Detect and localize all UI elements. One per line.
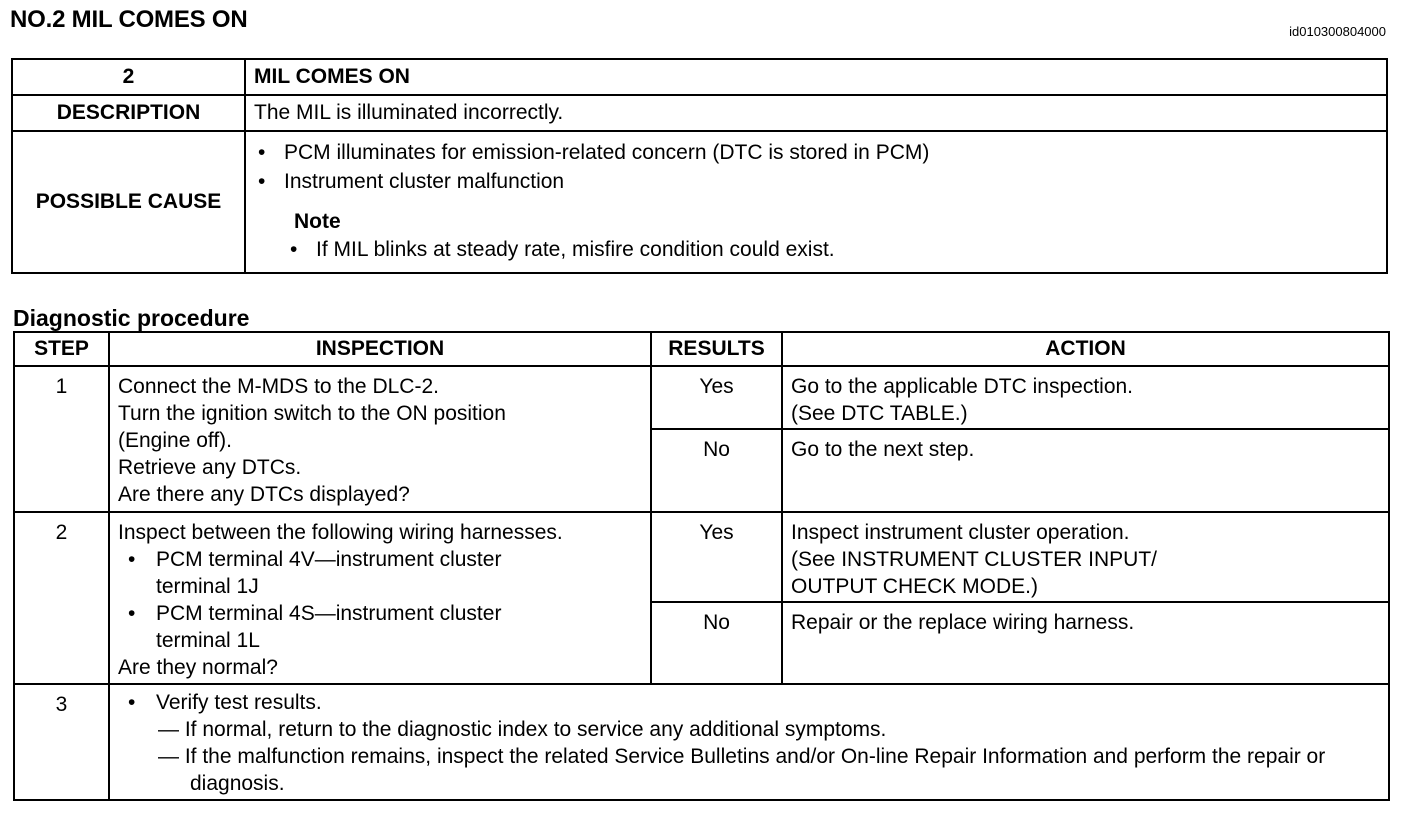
note-title: Note xyxy=(294,210,341,233)
action-cell xyxy=(782,429,1389,512)
diagnostic-header-row xyxy=(14,332,1389,366)
possible-cause-label: POSSIBLE CAUSE xyxy=(12,131,245,273)
table-row xyxy=(14,366,1389,429)
section-title: Diagnostic procedure xyxy=(13,305,250,331)
possible-cause-cell xyxy=(245,131,1387,273)
summary-table xyxy=(11,58,1388,274)
inspection-cell xyxy=(109,366,651,512)
inspection-bullet-text: PCM terminal 4V—instrument cluster xyxy=(156,548,502,571)
inspection-bullet-text: terminal 1L xyxy=(156,629,260,652)
cause-item: • Instrument cluster malfunction xyxy=(252,167,1386,196)
inspection-cell xyxy=(109,512,651,684)
result-yes: Yes xyxy=(651,366,782,429)
action-line: Go to the applicable DTC inspection. xyxy=(791,375,1134,398)
document-id: id010300804000 xyxy=(1289,24,1386,39)
diagnostic-table xyxy=(13,331,1390,801)
inspection-line: Connect the M-MDS to the DLC-2. xyxy=(118,375,439,398)
summary-heading: MIL COMES ON xyxy=(245,59,1387,95)
action-cell xyxy=(782,366,1389,429)
inspection-line: Are they normal? xyxy=(118,656,278,679)
column-header-inspection: INSPECTION xyxy=(109,332,651,366)
result-yes: Yes xyxy=(651,512,782,602)
action-line: Go to the next step. xyxy=(791,438,975,461)
action-line: OUTPUT CHECK MODE.) xyxy=(791,575,1038,598)
inspection-bullet-text: PCM terminal 4S—instrument cluster xyxy=(156,602,502,625)
cause-list xyxy=(246,132,1386,196)
column-header-step: STEP xyxy=(14,332,109,366)
action-line: Inspect instrument cluster operation. xyxy=(791,521,1130,544)
description-label: DESCRIPTION xyxy=(12,95,245,131)
action-line: Repair or the replace wiring harness. xyxy=(791,611,1135,634)
verify-bullet: • Verify test results. xyxy=(118,689,1388,716)
note-list xyxy=(246,236,1386,264)
action-line: (See DTC TABLE.) xyxy=(791,402,968,425)
inspection-bullet-text: terminal 1J xyxy=(156,575,259,598)
inspection-line: (Engine off). xyxy=(118,429,233,452)
step-number: 2 xyxy=(14,512,109,684)
inspection-line: Inspect between the following wiring harnesses. xyxy=(118,521,563,544)
result-no: No xyxy=(651,429,782,512)
inspection-bullet xyxy=(118,600,650,654)
verify-dash-item: — If the malfunction remains, inspect the related Service Bulletins and/or On-line Repair Information and perform the repair or diagnosis. xyxy=(158,745,1326,795)
page-title: NO.2 MIL COMES ON xyxy=(10,6,248,33)
note-item: • If MIL blinks at steady rate, misfire condition could exist. xyxy=(284,236,1386,264)
inspection-line: Are there any DTCs displayed? xyxy=(118,483,410,506)
inspection-line: Turn the ignition switch to the ON position xyxy=(118,402,506,425)
summary-row-description xyxy=(12,95,1387,131)
summary-row-title xyxy=(12,59,1387,95)
verify-dash-item: — If normal, return to the diagnostic index to service any additional symptoms. xyxy=(158,718,887,741)
inspection-line: Retrieve any DTCs. xyxy=(118,456,302,479)
inspection-bullet xyxy=(118,546,650,600)
step-number: 1 xyxy=(14,366,109,512)
summary-number: 2 xyxy=(12,59,245,95)
action-cell xyxy=(782,602,1389,684)
result-no: No xyxy=(651,602,782,684)
action-line: (See INSTRUMENT CLUSTER INPUT/ xyxy=(791,548,1157,571)
column-header-action: ACTION xyxy=(782,332,1389,366)
summary-row-cause xyxy=(12,131,1387,273)
action-cell xyxy=(782,512,1389,602)
description-text: The MIL is illuminated incorrectly. xyxy=(245,95,1387,131)
step-number: 3 xyxy=(14,684,109,800)
table-row xyxy=(14,512,1389,602)
column-header-results: RESULTS xyxy=(651,332,782,366)
verify-cell xyxy=(109,684,1389,800)
table-row xyxy=(14,684,1389,800)
cause-item: • PCM illuminates for emission-related concern (DTC is stored in PCM) xyxy=(252,138,1386,167)
